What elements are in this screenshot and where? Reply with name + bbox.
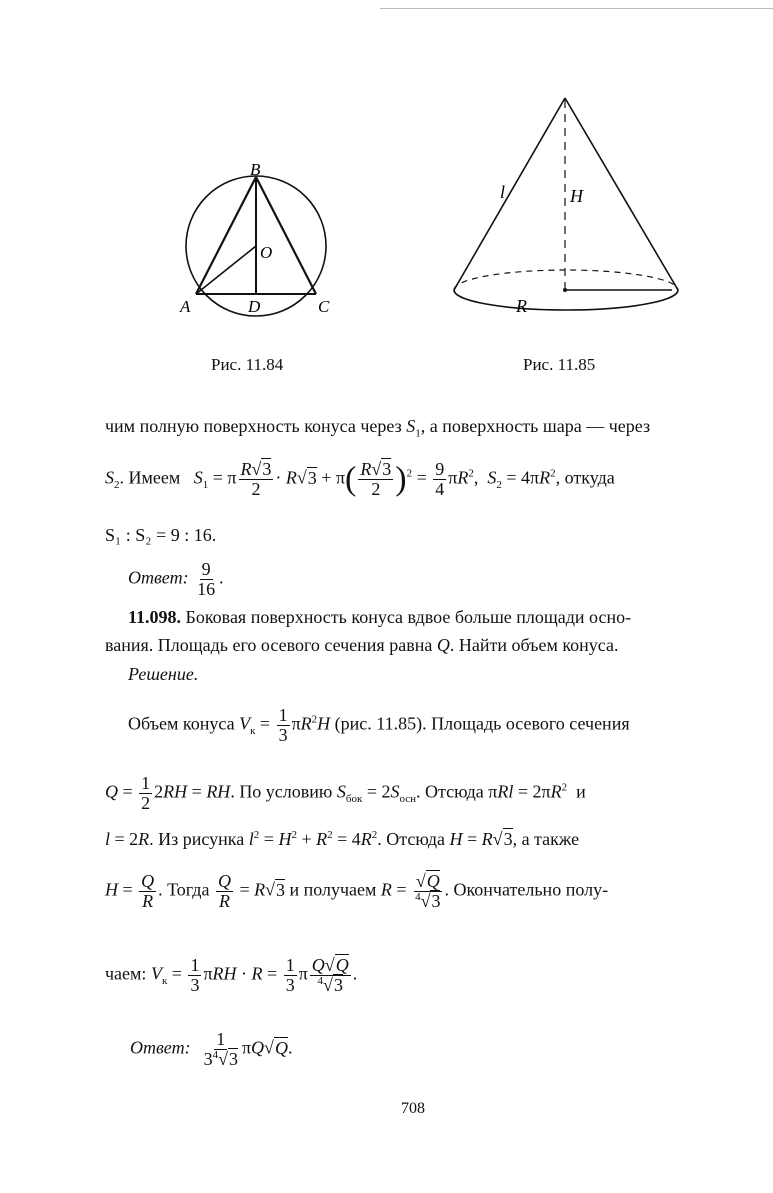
formula-s1: $S_2$. Имеем $S_1 = \pi$ $\frac{R√3}{2}$ · R√3 + π( $\frac{R√3}{2}$ )$^2$ = $\frac{9}{4}$ $\pi R^2$, $S_2 = 4\pi R^2$, откуда	[105, 459, 615, 499]
top-rule	[380, 0, 773, 9]
solution-line-2: Q = $\frac{1}{2}$ 2RH = RH. По условию $S_{бок} = 2S_{осн}$. Отсюда $\pi Rl = 2\pi R^2$ и	[105, 773, 586, 813]
solution-line-4: H = $\frac{Q}{R}$ . Тогда $\frac{Q}{R}$ = R√3 и получаем R = $\frac{√Q}{^4√3}$ . Окончательно полу-	[105, 871, 609, 911]
label-h: H	[570, 186, 583, 206]
page-number: 708	[401, 1100, 425, 1117]
label-c: C	[318, 297, 330, 316]
label-d: D	[248, 297, 261, 316]
figure-11-85	[440, 90, 700, 325]
answer-1: Ответ: $\frac{9}{16}$ .	[128, 559, 224, 599]
problem-line-2: вания. Площадь его осевого сечения равна Q. Найти объем конуса.	[105, 635, 619, 655]
caption-fig-11-85: Рис. 11.85	[523, 355, 596, 374]
caption-fig-11-84: Рис. 11.84	[211, 355, 284, 374]
label-r: R	[516, 296, 527, 316]
text-line-1: чим полную поверхность конуса через $S_1$, а поверхность шара — через	[105, 416, 651, 440]
label-o: O	[260, 243, 273, 262]
solution-label: Решение.	[128, 664, 199, 684]
solution-line-1: Объем конуса $V_к$ = $\frac{1}{3}$ $\pi R^2H$ (рис. 11.85). Площадь осевого сечения	[128, 705, 630, 745]
ratio-line: S₁ : S₂ = 9 : 16.	[105, 525, 217, 545]
label-b: B	[250, 160, 261, 179]
label-a: A	[180, 297, 191, 316]
solution-line-5: чаем: $V_к$ = $\frac{1}{3}$ πRH · R = $\frac{1}{3}$ π $\frac{Q√Q}{^4√3}$ .	[105, 955, 358, 995]
solution-line-3: l = 2R. Из рисунка $l^2 = H^2 + R^2 = 4R^2$. Отсюда H = R√3, а также	[105, 829, 580, 849]
label-l: l	[500, 182, 506, 202]
answer-2: Ответ: $\frac{1}{3^4√3}$ πQ√Q.	[130, 1029, 293, 1069]
problem-line-1: 11.098. Боковая поверхность конуса вдвое больше площади осно-	[128, 607, 632, 627]
figure-11-84	[170, 160, 350, 320]
